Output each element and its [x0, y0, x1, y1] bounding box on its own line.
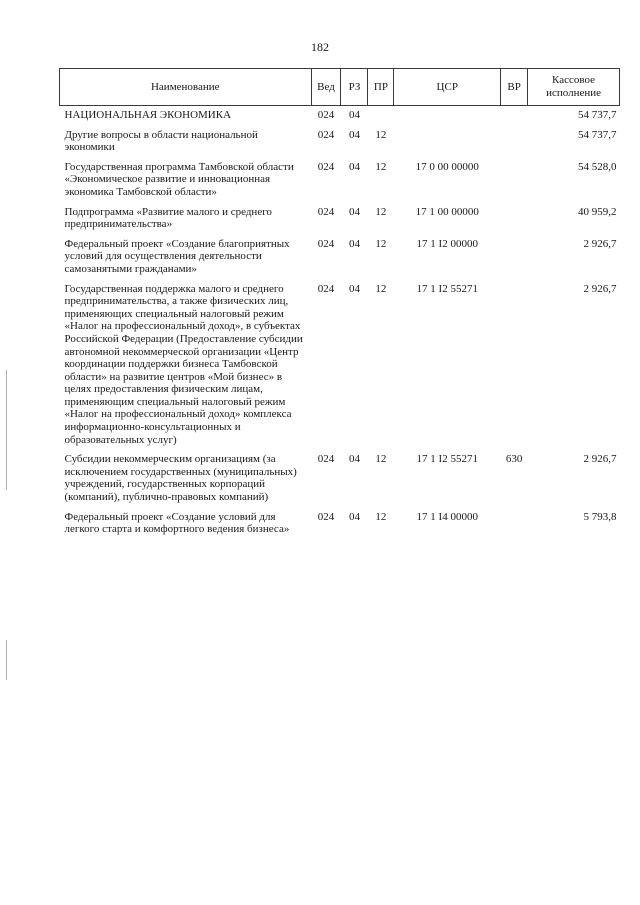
cell-vr	[501, 281, 528, 452]
cell-name: Субсидии некоммерческим организациям (за исключением государственных (муниципальных) учреждений, государственных корпораций (компаний), публично-правовых компаний)	[64, 453, 297, 504]
cell-name: Подпрограмма «Развитие малого и среднего предпринимательства»	[64, 205, 272, 231]
cell-ved: 024	[317, 453, 335, 466]
table-row	[60, 281, 620, 452]
cell-amount: 54 737,7	[578, 109, 617, 121]
cell-pr: 12	[375, 128, 387, 141]
cell-rz: 04	[348, 109, 360, 121]
budget-table	[59, 68, 620, 541]
table-row	[60, 106, 620, 127]
cell-rz: 04	[348, 510, 360, 523]
cell-csr: 17 1 I2 00000	[416, 237, 478, 250]
cell-ved: 024	[317, 282, 335, 295]
cell-vr	[501, 204, 528, 236]
header-rz: РЗ	[341, 69, 368, 106]
table-row	[60, 236, 620, 281]
page-number: 182	[311, 40, 329, 54]
cell-rz: 04	[348, 282, 360, 295]
header-ved: Вед	[311, 69, 341, 106]
cell-csr: 17 1 I2 55271	[416, 453, 478, 466]
table-row	[60, 204, 620, 236]
scan-margin-mark	[6, 640, 7, 680]
cell-amount: 54 528,0	[578, 160, 617, 173]
cell-amount: 5 793,8	[583, 510, 617, 523]
cell-name: Другие вопросы в области национальной экономики	[64, 128, 258, 154]
cell-rz: 04	[348, 160, 360, 173]
cell-pr: 12	[375, 160, 387, 173]
cell-vr	[501, 159, 528, 204]
cell-vr	[501, 509, 528, 541]
table-row	[60, 159, 620, 204]
header-vr: ВР	[501, 69, 528, 106]
cell-name: НАЦИОНАЛЬНАЯ ЭКОНОМИКА	[64, 109, 232, 121]
cell-csr: 17 1 I4 00000	[416, 510, 478, 523]
cell-vr	[501, 236, 528, 281]
table-header	[60, 69, 620, 106]
cell-vr	[501, 106, 528, 127]
cell-ved: 024	[317, 128, 335, 141]
cell-csr: 17 1 I2 55271	[416, 282, 478, 295]
cell-amount: 2 926,7	[583, 453, 617, 466]
header-name: Наименование	[60, 69, 312, 106]
cell-rz: 04	[348, 128, 360, 141]
cell-ved: 024	[317, 205, 335, 218]
cell-rz: 04	[348, 237, 360, 250]
cell-vr	[501, 127, 528, 159]
cell-csr: 17 1 00 00000	[415, 205, 479, 218]
cell-csr	[394, 127, 501, 159]
cell-name: Государственная поддержка малого и среднего предпринимательства, а также физических лиц, применяющих специальный налоговый режим «Налог на профессиональный доход», в субъектах Российской Федерации (Предоставление субсидии автономной некоммерческой организации «Центр координации поддержки бизнеса Тамбовской области» на развитие центров «Мой бизнес» в целях предоставления физическим лицам, применяющим специальный налоговый режим «Налог на профессиональный доход» комплекса информационно-консультационных и образовательных услуг)	[64, 282, 303, 446]
table-row	[60, 509, 620, 541]
table-row	[60, 127, 620, 159]
cell-amount: 2 926,7	[583, 282, 617, 295]
header-csr: ЦСР	[394, 69, 501, 106]
cell-pr: 12	[375, 453, 387, 466]
cell-amount: 40 959,2	[578, 205, 617, 218]
scan-margin-mark	[6, 370, 7, 490]
cell-ved: 024	[317, 160, 335, 173]
header-pr: ПР	[368, 69, 394, 106]
cell-csr	[394, 106, 501, 127]
cell-ved: 024	[317, 237, 335, 250]
table-body	[60, 106, 620, 541]
cell-name: Федеральный проект «Создание благоприятных условий для осуществления деятельности самозанятыми гражданами»	[64, 237, 290, 275]
cell-ved: 024	[317, 109, 335, 121]
cell-name: Федеральный проект «Создание условий для легкого старта и комфортного ведения бизнеса»	[64, 510, 290, 536]
cell-name: Государственная программа Тамбовской области «Экономическое развитие и инновационная экономика Тамбовской области»	[64, 160, 294, 198]
cell-pr: 12	[375, 205, 387, 218]
header-amount: Кассовое исполнение	[528, 69, 620, 106]
cell-csr: 17 0 00 00000	[415, 160, 479, 173]
table-row	[60, 451, 620, 508]
cell-pr	[368, 106, 394, 127]
cell-pr: 12	[375, 510, 387, 523]
cell-amount: 54 737,7	[578, 128, 617, 141]
cell-ved: 024	[317, 510, 335, 523]
cell-rz: 04	[348, 453, 360, 466]
cell-pr: 12	[375, 237, 387, 250]
cell-rz: 04	[348, 205, 360, 218]
cell-amount: 2 926,7	[583, 237, 617, 250]
cell-vr: 630	[505, 453, 523, 466]
cell-pr: 12	[375, 282, 387, 295]
